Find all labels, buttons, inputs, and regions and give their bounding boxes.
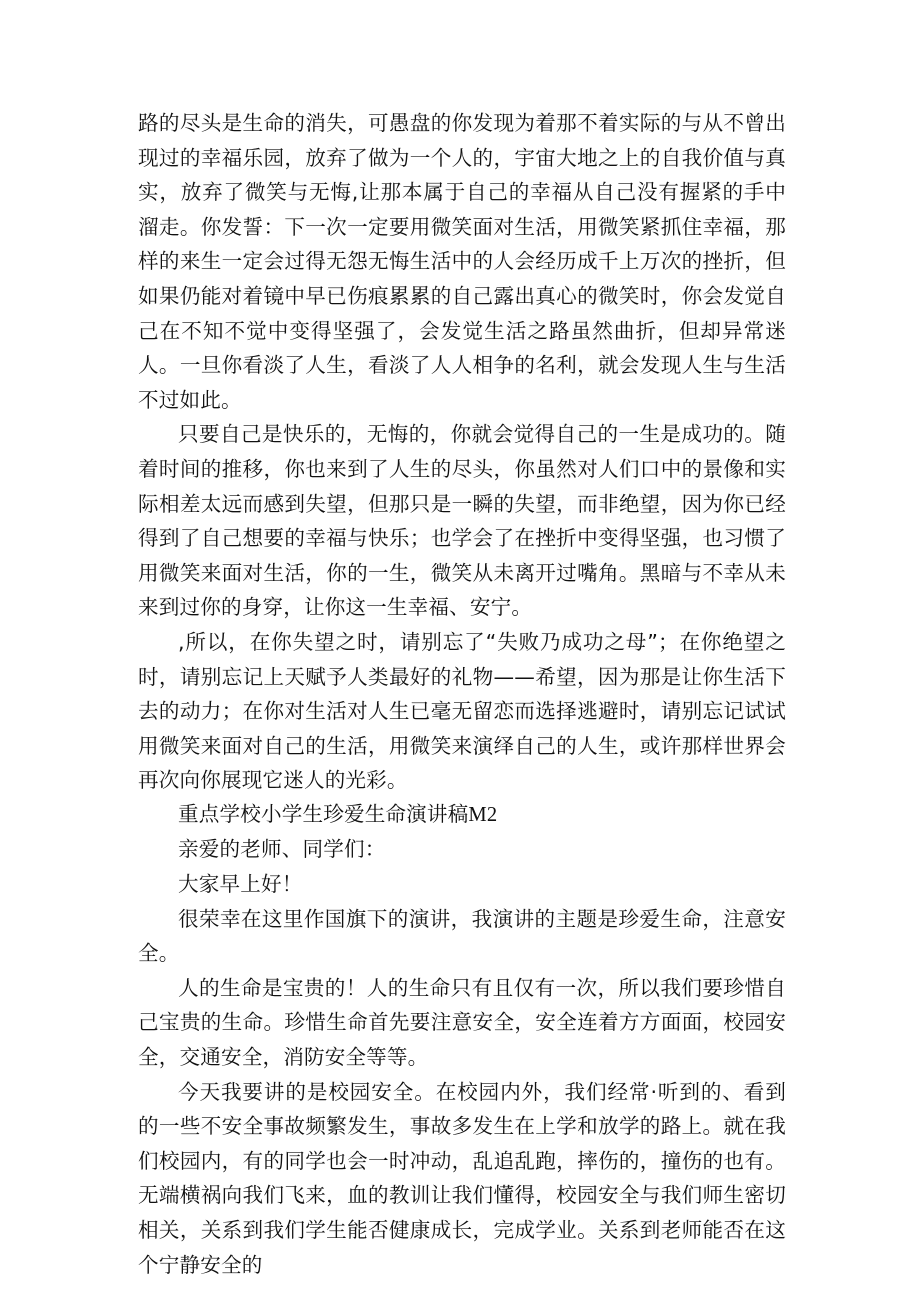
paragraph: 只要自己是快乐的，无悔的，你就会觉得自己的一生是成功的。随着时间的推移，你也来到了人生的尽头，你虽然对人们口中的景像和实际相差太远而感到失望，但那只是一瞬的失望，而非绝望，因为你已经得到了自己想要的幸福与快乐；也学会了在挫折中变得坚强，也习惯了用微笑来面对生活，你的一生，微笑从未离开过嘴角。黑暗与不幸从未来到过你的身穿，让你这一生幸福、安宁。 <box>138 422 786 620</box>
paragraph: ,所以，在你失望之时，请别忘了“失败乃成功之母”；在你绝望之时，请别忘记上天赋予人类最好的礼物——希望，因为那是让你生活下去的动力；在你对生活对人生已毫无留恋而选择逃避时，请别忘记试试用微笑来面对自己的生活，用微笑来演绎自己的人生，或许那样世界会再次向你展现它迷人的光彩。 <box>138 629 786 793</box>
speech-morning-greeting: 大家早上好！ <box>178 872 303 897</box>
document-body <box>138 106 786 1282</box>
speech-title: 重点学校小学生珍爱生命演讲稿M2 <box>178 803 498 826</box>
paragraph: 人的生命是宝贵的！人的生命只有且仅有一次，所以我们要珍惜自己宝贵的生命。珍惜生命首先要注意安全，安全连着方方面面，校园安全，交通安全，消防安全等等。 <box>138 975 786 1070</box>
speech-greeting: 亲爱的老师、同学们： <box>178 837 386 862</box>
paragraph: 很荣幸在这里作国旗下的演讲，我演讲的主题是珍爱生命，注意安全。 <box>138 906 786 966</box>
paragraph: 今天我要讲的是校园安全。在校园内外，我们经常·听到的、看到的一些不安全事故频繁发生，事故多发生在上学和放学的路上。就在我们校园内，有的同学也会一时冲动，乱追乱跑，摔伤的，撞伤的也有。无端横祸向我们飞来，血的教训让我们懂得，校园安全与我们师生密切相关，关系到我们学生能否健康成长，完成学业。关系到老师能否在这个宁静安全的 <box>138 1079 786 1277</box>
paragraph: 路的尽头是生命的消失，可愚盘的你发现为着那不着实际的与从不曾出现过的幸福乐园，放弃了做为一个人的，宇宙大地之上的自我价值与真实，放弃了微笑与无悔,让那本属于自己的幸福从自己没有握紧的手中溜走。你发誓：下一次一定要用微笑面对生活，用微笑紧抓住幸福，那样的来生一定会过得无怨无悔生活中的人会经历成千上万次的挫折，但如果仍能对着镜中早已伤痕累累的自己露出真心的微笑时，你会发觉自己在不知不觉中变得坚强了，会发觉生活之路虽然曲折，但却异常迷人。一旦你看淡了人生，看淡了人人相争的名利，就会发现人生与生活不过如此。 <box>138 111 786 412</box>
